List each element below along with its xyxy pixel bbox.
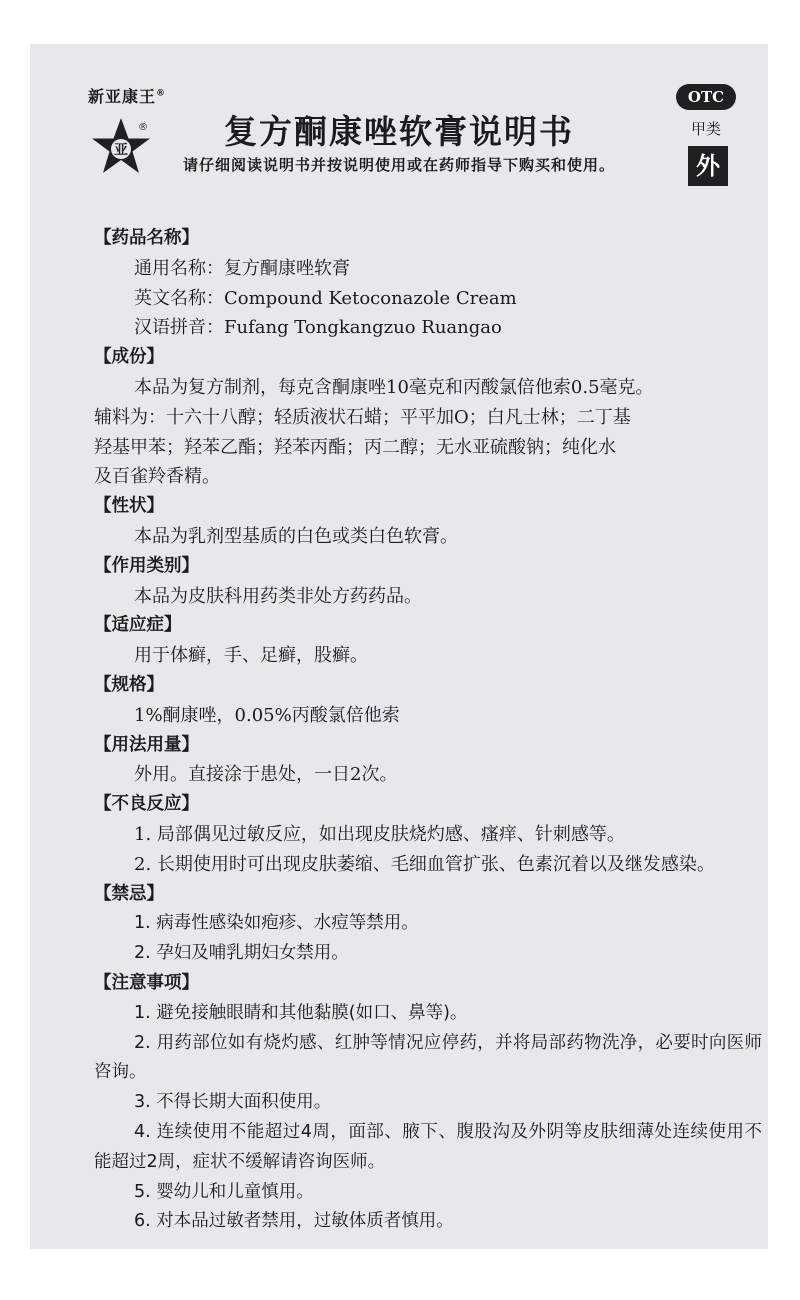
- composition-line: 辅料为：十六十八醇；轻质液状石蜡；平平加O；白凡士林；二丁基: [94, 406, 631, 428]
- section-composition: [94, 343, 762, 492]
- section-precautions: [94, 969, 762, 1237]
- section-specification: [94, 671, 762, 731]
- document-subtitle: 请仔细阅读说明书并按说明使用或在药师指导下购买和使用。: [182, 156, 615, 174]
- section-heading: 【注意事项】: [94, 972, 199, 993]
- precaution-item: 5. 婴幼儿和儿童慎用。: [134, 1181, 314, 1202]
- section-indications: [94, 611, 762, 671]
- section-adverse-reactions: [94, 790, 762, 879]
- logo-character: 亚: [114, 142, 128, 159]
- leaflet-body: [94, 224, 762, 1237]
- brand-name: [88, 84, 166, 107]
- section-heading: 【适应症】: [94, 615, 182, 636]
- section-category: [94, 552, 762, 612]
- leaflet-sheet: [30, 44, 768, 1249]
- category-text: 本品为皮肤科用药类非处方药药品。: [134, 585, 422, 607]
- section-dosage: [94, 731, 762, 791]
- pinyin-name: 汉语拼音：Fufang Tongkangzuo Ruangao: [134, 317, 502, 339]
- sans-sections: [94, 880, 762, 1238]
- section-contraindications: [94, 880, 762, 969]
- adverse-item: 1. 局部偶见过敏反应，如出现皮肤烧灼感、瘙痒、针刺感等。: [134, 823, 625, 845]
- contraindication-item: 1. 病毒性感染如疱疹、水痘等禁用。: [134, 913, 419, 934]
- section-properties: [94, 492, 762, 552]
- section-heading: 【性状】: [94, 496, 164, 517]
- section-heading: 【成份】: [94, 347, 164, 368]
- section-heading: 【药品名称】: [94, 228, 199, 248]
- generic-name: 通用名称：复方酮康唑软膏: [134, 257, 350, 279]
- specification-text: 1%酮康唑，0.05%丙酸氯倍他索: [134, 704, 400, 726]
- section-heading: 【作用类别】: [94, 555, 199, 576]
- dosage-text: 外用。直接涂于患处，一日2次。: [134, 764, 398, 786]
- composition-line: 及百雀羚香精。: [94, 466, 220, 488]
- precaution-item: 6. 对本品过敏者禁用，过敏体质者慎用。: [134, 1211, 454, 1232]
- precaution-item: 2. 用药部位如有烧灼感、红肿等情况应停药，并将局部药物洗净，必要时向医师咨询。: [94, 1032, 762, 1083]
- section-heading: 【禁忌】: [94, 883, 164, 904]
- section-heading: 【不良反应】: [94, 794, 199, 815]
- composition-line: 羟基甲苯；羟苯乙酯；羟苯丙酯；丙二醇；无水亚硫酸钠；纯化水: [94, 436, 616, 458]
- contraindication-item: 2. 孕妇及哺乳期妇女禁用。: [134, 943, 349, 964]
- precaution-item: 4. 连续使用不能超过4周，面部、腋下、腹股沟及外阴等皮肤细薄处连续使用不能超过2周，症状不缓解请咨询医师。: [94, 1121, 762, 1172]
- composition-line: 本品为复方制剂，每克含酮康唑10毫克和丙酸氯倍他索0.5毫克。: [134, 376, 654, 398]
- adverse-item: 2. 长期使用时可出现皮肤萎缩、毛细血管扩张、色素沉着以及继发感染。: [134, 853, 715, 875]
- otc-class-label: 甲类: [690, 120, 721, 138]
- properties-text: 本品为乳剂型基质的白色或类白色软膏。: [134, 525, 458, 547]
- english-name: 英文名称：Compound Ketoconazole Cream: [134, 287, 517, 309]
- precaution-item: 3. 不得长期大面积使用。: [134, 1092, 332, 1113]
- section-drug-name: [94, 224, 762, 343]
- brand-registered-mark: ®: [156, 88, 167, 99]
- otc-badge: OTC: [676, 84, 736, 110]
- section-heading: 【规格】: [94, 674, 164, 695]
- external-use-badge: 外: [688, 146, 728, 186]
- section-heading: 【用法用量】: [94, 734, 199, 755]
- precaution-item: 1. 避免接触眼睛和其他黏膜(如口、鼻等)。: [134, 1002, 468, 1023]
- brand-label: 新亚康王: [88, 87, 157, 106]
- logo-registered-mark: ®: [138, 122, 148, 133]
- indications-text: 用于体癣，手、足癣，股癣。: [134, 645, 368, 667]
- document-title: 复方酮康唑软膏说明书: [224, 112, 574, 151]
